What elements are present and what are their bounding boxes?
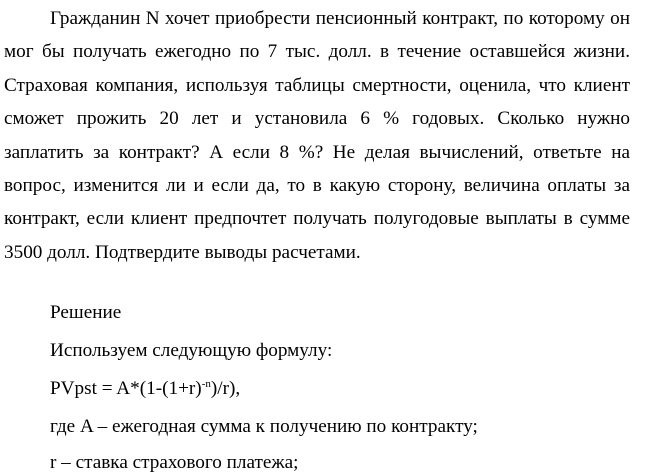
formula-exponent: -n xyxy=(201,378,211,390)
problem-statement: Гражданин N хочет приобрести пенсионный контракт, по которому он мог бы получать ежегодно по 7 тыс. долл. в течение оставшейся жизни. Страховая компания, используя таблицы смертности, оценила, что клиент сможет прожить 20 лет и установила 6 % годовых. Сколько нужно заплатить за контракт? А если 8 %? Не делая вычислений, ответьте на вопрос, изменится ли и если да, то в какую сторону, величина оплаты за контракт, если клиент предпочтет получать полугодовые выплаты в сумме 3500 долл. Подтвердите выводы расчетами. xyxy=(4,8,630,263)
formula xyxy=(50,377,240,401)
definition-r: r – ставка страхового платежа; xyxy=(50,452,299,473)
formula-tail: )/r), xyxy=(210,378,241,399)
formula-base: PVpst = A*(1-(1+r) xyxy=(50,378,202,399)
formula-intro: Используем следующую формулу: xyxy=(50,340,333,361)
solution-heading: Решение xyxy=(50,302,122,323)
definition-a: где A – ежегодная сумма к получению по контракту; xyxy=(50,416,478,437)
